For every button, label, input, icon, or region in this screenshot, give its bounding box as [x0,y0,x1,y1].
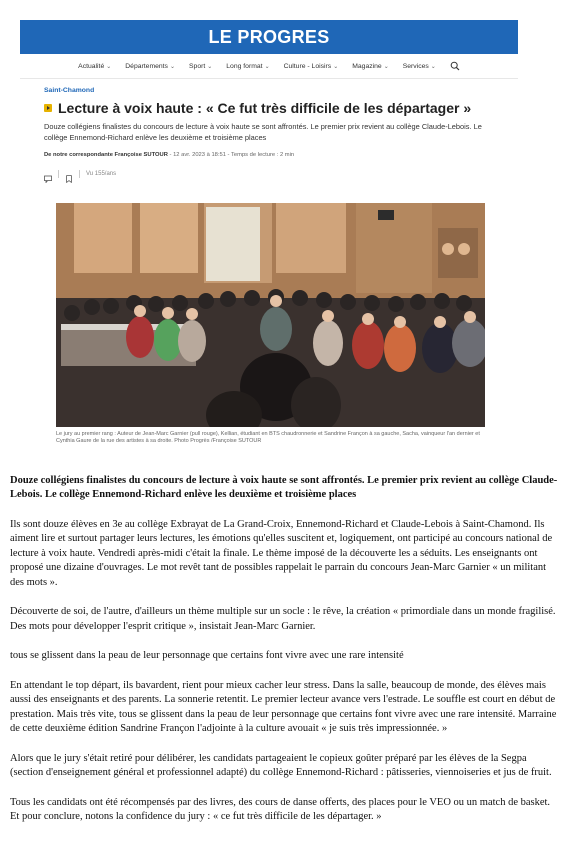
chevron-down-icon: ⌄ [169,63,175,70]
article-intro: Douze collégiens finalistes du concours de lecture à voix haute se sont affrontés. Le premier prix revient au collège Claude-Lebois. Le collège Ennemond-Richard enlève les deuxième et troisième places [10,475,558,501]
nav-item-label: Services [402,62,429,70]
paragraph: Tous les candidats ont été récompensés par des livres, des cours de danse offerts, des places pour le VEO ou un match de basket. Et pour conclure, notons la confidence du jury : « ce fut très difficile de les départager. » [10,796,551,823]
comment-icon[interactable] [44,170,52,178]
nav-item-label: Magazine [352,62,382,70]
divider [58,170,59,178]
nav-item-culture-loisirs[interactable] [284,63,339,70]
chevron-down-icon: ⌄ [264,63,270,70]
paragraph: Ils sont douze élèves en 3e au collège Exbrayat de La Grand-Croix, Ennemond-Richard et Claude-Lebois à Saint-Chamond. Ils aiment lire et surtout partager leurs lectures, les émotions qu'elles suscitent et, logiquement, ont participé au concours national de lecture à voix haute. Vendredi après-midi c'était la finale. Le thème imposé de la découverte les a séduits. Les enseignants ont proposé une dizaine d'ouvrages. Le mot revêt tant de possibles rappelait le parrain du concours Jean-Marc Garnier « un militant des mots ». [10,518,553,588]
paragraph: Découverte de soi, de l'autre, d'ailleurs un thème multiple sur un socle : le rêve, la création « primordiale dans un monde fragilisé. Des mots pour développer l'esprit critique », insistait Jean-Marc Garnier. [10,606,556,632]
nav-item-label: Sport [189,62,206,70]
views-count: Vu 155/ans [86,171,117,178]
headline [44,100,518,116]
event-photo [56,203,485,427]
article-lead: Douze collégiens finalistes du concours de lecture à voix haute se sont affrontés. Le premier prix revient au collège Claude-Lebois. Le collège Ennemond-Richard enlève les deuxième et troisième places [44,122,482,142]
nav-item-label: Départements [125,62,168,70]
page-title: Lecture à voix haute : « Ce fut très difficile de les départager » [58,100,472,116]
bookmark-icon[interactable] [65,170,73,178]
nav-item-services[interactable] [403,63,436,70]
nav-item-departements[interactable] [125,63,175,70]
section-label[interactable]: Saint-Chamond [44,87,95,94]
chevron-down-icon: ⌄ [207,63,213,70]
chevron-down-icon: ⌄ [106,63,112,70]
photo-caption: Le jury au premier rang : Auteur de Jean-Marc Garnier (pull rouge), Kellian, étudiant en BTS chaudronnerie et Sandrine Françon à sa gauche, Sacha, vainqueur l'an dernier et Cynthia Gaure de la rue des artistes à sa droite. Photo Progrès /Françoise SUTOUR [56,431,480,445]
main-nav [20,54,518,79]
chevron-down-icon: ⌄ [383,63,389,70]
chevron-down-icon: ⌄ [430,63,436,70]
paragraph: Alors que le jury s'était retiré pour délibérer, les candidats partageaient le copieux goûter préparé par les élèves de la Segpa (section d'enseignement général et professionnel adapté) du collège Ennemond-Richard : pâtisseries, viennoiseries et jus de fruit. [10,752,552,779]
article-header [20,87,518,180]
nav-item-sport[interactable] [189,63,212,70]
nav-item-actualite[interactable] [78,63,111,70]
nav-item-label: Culture - Loisirs [283,62,332,70]
nav-item-long-format[interactable] [226,63,269,70]
byline-meta: - 12 avr. 2023 à 18:51 - Temps de lecture : 2 min [169,152,295,159]
article-tools [44,168,518,180]
nav-item-label: Long format [226,62,263,70]
nav-item-magazine[interactable] [352,63,389,70]
nav-item-label: Actualité [78,62,105,70]
paragraph: En attendant le top départ, ils bavardent, rient pour mieux cacher leur stress. Dans la salle, beaucoup de monde, des élèves mais aussi des enseignants et des parents. La sonnerie retentit. Le premier lecteur avance vers l'estrade. Le souffle est court en début de prestation. Mais très vite, tous se glissent dans la peau de leur personnage que certains font vivre avec une rare intensité. Marraine de cette deuxième édition Sandrine Françon l'adjointe à la culture avouait « je suis très impressionnée. » [10,679,557,735]
site-header [20,20,518,54]
byline [44,152,518,158]
chevron-down-icon: ⌄ [333,63,339,70]
paragraph: tous se glissent dans la peau de leur personnage que certains font vivre avec une rare intensité [10,650,404,662]
divider [79,170,80,178]
search-icon[interactable] [450,61,460,71]
author: De notre correspondante Françoise SUTOUR [44,152,168,159]
premium-icon [44,104,52,112]
site-logo[interactable]: LE PROGRES [208,26,330,47]
article-body [10,474,558,840]
